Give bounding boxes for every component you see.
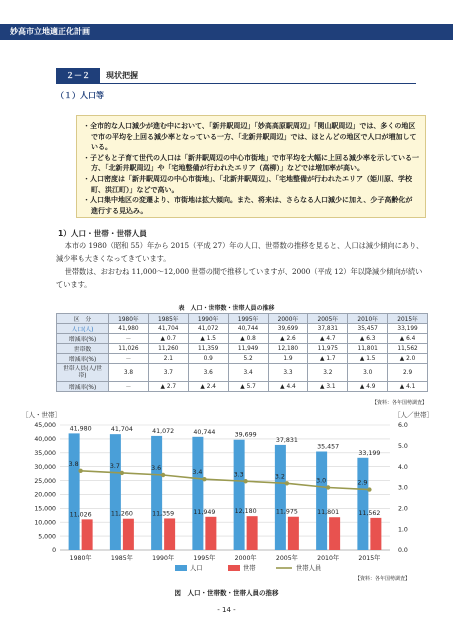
bar-population	[275, 445, 286, 550]
row-label: 増減率(%)	[57, 334, 109, 344]
summary-item: ・人口密度は「新井駅周辺の中心市街地」、「北新井駅周辺」、「宅地整備が行われたエリア（姫川原、学校町、洪江町）」などで高い。	[83, 174, 412, 194]
y-tick-left: 5,000	[38, 533, 56, 541]
table-cell: ▲ 2.7	[148, 382, 188, 392]
bar-population	[69, 433, 80, 550]
point-persons-per-household	[326, 485, 330, 489]
table-cell: －	[109, 354, 149, 364]
legend-label-persons-per-household: 世帯人員	[296, 565, 322, 572]
data-label-persons-per-household: 3.3	[233, 471, 244, 479]
summary-item: ・子どもと子育て世代の人口は「新井駅周辺の中心市街地」で市平均を大幅に上回る減少率を示している一方、「北新井駅周辺」や「宅地整備が行われたエリア（高柳）」などでは増加率が高い。	[83, 153, 419, 173]
data-label-households: 11,975	[275, 508, 298, 516]
data-label-households: 11,949	[193, 508, 216, 516]
table-cell: 0.9	[188, 354, 228, 364]
row-label: 世帯人員(人/世帯)	[57, 364, 109, 382]
bar-population	[316, 452, 327, 550]
table-header-cell: 1980年	[109, 314, 149, 324]
data-label-population: 39,699	[234, 431, 257, 439]
legend-swatch-households	[228, 565, 240, 571]
x-tick-label: 1980年	[69, 555, 92, 562]
document-title: 妙高市立地適正化計画	[10, 27, 90, 36]
bar-households	[370, 518, 381, 550]
table-cell: 11,359	[188, 344, 228, 354]
table-cell: ▲ 3.1	[308, 382, 348, 392]
point-persons-per-household	[202, 477, 206, 481]
summary-item: ・人口集中地区の変遷より、市街地は拡大傾向。また、将来は、さらなる人口減少に加え、少子高齢化が進行する見込み。	[83, 196, 413, 215]
x-tick-label: 1985年	[110, 555, 133, 562]
table-cell: ▲ 2.4	[188, 382, 228, 392]
table-header-cell: 2010年	[348, 314, 388, 324]
data-label-population: 37,831	[275, 436, 298, 444]
y-tick-left: 40,000	[34, 436, 56, 444]
table-cell: 33,199	[388, 324, 428, 334]
table-header-cell: 区 分	[57, 314, 109, 324]
point-persons-per-household	[243, 479, 247, 483]
bar-households	[123, 519, 134, 550]
table-header-cell: 1995年	[228, 314, 268, 324]
y-tick-left: 25,000	[34, 477, 56, 485]
point-persons-per-household	[120, 471, 124, 475]
table-cell: ▲ 1.5	[348, 354, 388, 364]
summary-item: ・全市的な人口減少が進む中において、「新井駅周辺」「妙高高原駅周辺」「関山駅周辺」では、多くの地区で市の平均を上回る減少率となっている一方、「北新井駅周辺」では、ほとんどの地区で人口が増加している。	[83, 122, 417, 152]
table-cell: 41,704	[148, 324, 188, 334]
table-cell: ▲ 1.7	[308, 354, 348, 364]
table-cell: ▲ 5.7	[228, 382, 268, 392]
table-cell: ▲ 4.9	[348, 382, 388, 392]
section-title: 現状把握	[106, 71, 138, 80]
data-label-persons-per-household: 3.4	[192, 469, 203, 477]
chart-source: 【資料：各年国勢調査】	[354, 576, 410, 582]
data-label-persons-per-household: 3.8	[68, 460, 79, 468]
table-cell: 3.3	[268, 364, 308, 382]
table-caption: 表 人口・世帯数・世帯人員の推移	[178, 305, 275, 312]
x-tick-label: 2005年	[275, 555, 298, 562]
paragraph: 本市の 1980（昭和 55）年から 2015（平成 27）年の人口、世帯数の推移を見ると、人口は減少傾向にあり、減少率も大きくなってきています。	[56, 241, 424, 263]
table-cell: 3.0	[348, 364, 388, 382]
table-cell: 37,831	[308, 324, 348, 334]
y-tick-left: 45,000	[34, 422, 56, 430]
point-persons-per-household	[285, 481, 289, 485]
table-cell: 41,980	[109, 324, 149, 334]
x-tick-label: 1990年	[152, 555, 175, 562]
data-label-persons-per-household: 3.2	[274, 473, 285, 481]
bar-households	[164, 518, 175, 550]
table-header-cell: 1990年	[188, 314, 228, 324]
x-tick-label: 2015年	[358, 555, 381, 562]
data-label-persons-per-household: 3.6	[151, 465, 162, 472]
table-cell: 11,026	[109, 344, 149, 354]
data-label-population: 40,744	[193, 428, 216, 436]
y-tick-left: 20,000	[34, 491, 56, 499]
y-tick-right: 2.0	[398, 505, 408, 513]
y-axis-right-title: ［人／世帯］	[394, 411, 433, 419]
y-tick-left: 30,000	[34, 463, 56, 471]
data-label-persons-per-household: 2.9	[357, 479, 368, 487]
table-header-cell: 2015年	[388, 314, 428, 324]
paragraph: 世帯数は、おおむね 11,000～12,000 世帯の間で推移していますが、2000（平成 12）年以降減少傾向が続いています。	[56, 267, 423, 289]
y-tick-left: 10,000	[34, 519, 56, 527]
legend-swatch-population	[175, 565, 187, 571]
y-tick-right: 6.0	[398, 422, 408, 430]
data-label-households: 12,180	[234, 508, 257, 516]
table-cell: 3.2	[308, 364, 348, 382]
table-source: 【資料：各年国勢調査】	[371, 400, 427, 406]
data-label-population: 41,980	[69, 425, 92, 433]
point-persons-per-household	[161, 473, 165, 477]
table-cell: 2.9	[388, 364, 428, 382]
bar-households	[82, 519, 93, 550]
heading-population: 1）人口・世帯・世帯人員	[58, 229, 147, 238]
subsection-title: （１）人口等	[56, 91, 104, 100]
table-cell: 11,801	[348, 344, 388, 354]
point-persons-per-household	[367, 487, 371, 491]
table-cell: ▲ 1.5	[188, 334, 228, 344]
table-cell: －	[109, 334, 149, 344]
table-cell: 12,180	[268, 344, 308, 354]
table-header-cell: 1985年	[148, 314, 188, 324]
table-header-cell: 2005年	[308, 314, 348, 324]
table-cell: 5.2	[228, 354, 268, 364]
data-label-population: 35,457	[317, 443, 340, 451]
legend-label-households: 世帯	[243, 565, 256, 572]
table-cell: ▲ 6.4	[388, 334, 428, 344]
data-label-households: 11,359	[152, 510, 175, 518]
data-label-households: 11,801	[317, 509, 340, 517]
y-axis-left-title: ［人・世帯］	[22, 411, 61, 419]
table-cell: 11,975	[308, 344, 348, 354]
bar-population	[234, 440, 245, 550]
row-label: 増減率(%)	[57, 382, 109, 392]
bar-population	[357, 458, 368, 550]
table-header-cell: 2000年	[268, 314, 308, 324]
bar-households	[329, 517, 340, 550]
table-cell: 3.7	[148, 364, 188, 382]
page-number: - 14 -	[217, 606, 236, 614]
data-label-households: 11,260	[110, 510, 133, 518]
table-cell: 3.8	[109, 364, 149, 382]
data-label-households: 11,562	[358, 509, 381, 517]
table-cell: ▲ 4.4	[268, 382, 308, 392]
section-number: ２－２	[56, 68, 100, 83]
table-cell: 1.9	[268, 354, 308, 364]
table-cell: 35,457	[348, 324, 388, 334]
table-cell: ▲ 4.1	[388, 382, 428, 392]
row-label: 増減率(%)	[57, 354, 109, 364]
table-cell: 40,744	[228, 324, 268, 334]
table-cell: 41,072	[188, 324, 228, 334]
table-cell: 3.4	[228, 364, 268, 382]
table-cell: 39,699	[268, 324, 308, 334]
data-label-persons-per-household: 3.0	[316, 477, 327, 485]
table-cell: ▲ 6.3	[348, 334, 388, 344]
data-label-households: 11,026	[69, 511, 92, 519]
x-tick-label: 2010年	[317, 555, 340, 562]
table-cell: －	[109, 382, 149, 392]
bar-population	[110, 434, 121, 550]
table-cell: 3.6	[188, 364, 228, 382]
y-tick-left: 0	[52, 547, 56, 555]
table-cell: 11,260	[148, 344, 188, 354]
y-tick-right: 3.0	[398, 484, 408, 492]
data-label-persons-per-household: 3.7	[109, 462, 120, 470]
point-persons-per-household	[78, 469, 82, 473]
table-cell: ▲ 4.7	[308, 334, 348, 344]
y-tick-right: 1.0	[398, 526, 408, 534]
x-tick-label: 2000年	[234, 555, 257, 562]
bar-population	[151, 436, 162, 550]
table-cell: 11,562	[388, 344, 428, 354]
row-label: 世帯数	[57, 344, 109, 354]
bar-population	[192, 437, 203, 550]
table-cell: ▲ 0.8	[228, 334, 268, 344]
table-cell: ▲ 0.7	[148, 334, 188, 344]
row-label: 人口(人)	[57, 324, 109, 334]
data-label-population: 41,704	[110, 426, 133, 434]
y-tick-right: 5.0	[398, 443, 408, 451]
x-tick-label: 1995年	[193, 555, 216, 562]
table-cell: ▲ 2.0	[388, 354, 428, 364]
y-tick-right: 0.0	[398, 547, 408, 555]
bar-households	[288, 517, 299, 550]
figure-caption: 図 人口・世帯数・世帯人員の推移	[174, 589, 279, 597]
legend-label-population: 人口	[190, 565, 203, 572]
bar-households	[205, 517, 216, 550]
y-tick-right: 4.0	[398, 463, 408, 471]
y-tick-left: 35,000	[34, 449, 56, 457]
bar-households	[247, 516, 258, 550]
data-label-population: 41,072	[152, 427, 175, 435]
data-label-population: 33,199	[358, 449, 381, 457]
table-cell: 11,949	[228, 344, 268, 354]
table-cell: ▲ 2.6	[268, 334, 308, 344]
table-cell: 2.1	[148, 354, 188, 364]
y-tick-left: 15,000	[34, 505, 56, 513]
